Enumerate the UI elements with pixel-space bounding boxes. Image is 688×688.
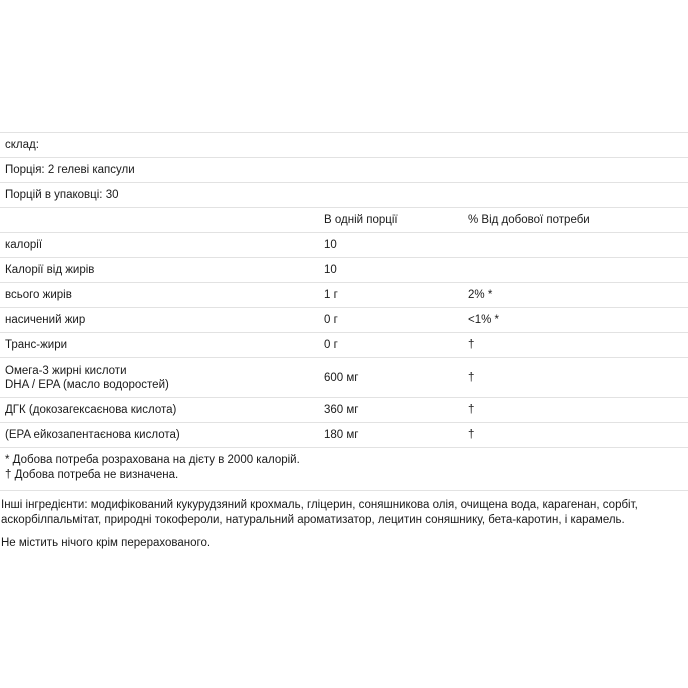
table-row (0, 333, 688, 358)
contains-nothing-else-note: Не містить нічого крім перерахованого. (1, 537, 211, 549)
nutrient-name: насичений жир (5, 314, 86, 326)
nutrient-name: Транс-жири (5, 339, 68, 351)
nutrient-amount: 10 (324, 264, 337, 276)
footnote-daily-value: * Добова потреба розрахована на дієту в 2000 калорій. (5, 454, 300, 466)
nutrient-amount: 0 г (324, 339, 338, 351)
table-row (0, 398, 688, 423)
table-row (0, 283, 688, 308)
nutrient-daily-value: † (468, 429, 475, 441)
table-row (0, 423, 688, 448)
table-row (0, 358, 688, 398)
composition-label: склад: (5, 139, 39, 151)
nutrient-daily-value: † (468, 404, 475, 416)
serving-size: Порція: 2 гелеві капсули (5, 164, 135, 176)
nutrient-name: калорії (5, 239, 43, 251)
header-per-serving: В одній порції (324, 214, 398, 226)
nutrient-name: ДГК (докозагексаєнова кислота) (5, 404, 177, 416)
serving-size-row (0, 158, 688, 183)
nutrient-name-sub: DHA / EPA (масло водоростей) (5, 378, 169, 391)
servings-per-container-row (0, 183, 688, 208)
nutrient-amount: 360 мг (324, 404, 359, 416)
header-daily-value: % Від добової потреби (468, 214, 590, 226)
servings-per-container: Порцій в упаковці: 30 (5, 189, 119, 201)
nutrient-amount: 180 мг (324, 429, 359, 441)
table-header-row (0, 208, 688, 233)
nutrient-name: Калорії від жирів (5, 264, 95, 276)
nutrient-amount: 600 мг (324, 371, 359, 384)
nutrient-amount: 10 (324, 239, 337, 251)
nutrient-daily-value: 2% * (468, 289, 493, 301)
footnotes (0, 448, 688, 491)
ingredients-line-2: аскорбілпальмітат, природні токофероли, натуральний ароматизатор, лецитин соняшнику, бета-каротин, і карамель. (1, 514, 625, 526)
nutrient-daily-value: † (468, 371, 475, 384)
nutrient-name: Омега-3 жирні кислоти (5, 364, 127, 377)
nutrient-name: всього жирів (5, 289, 72, 301)
nutrient-amount: 0 г (324, 314, 338, 326)
nutrient-name: (EPA ейкозапентаєнова кислота) (5, 429, 180, 441)
nutrient-amount: 1 г (324, 289, 338, 301)
footnote-not-established: † Добова потреба не визначена. (5, 469, 179, 481)
composition-row (0, 133, 688, 158)
table-row (0, 258, 688, 283)
ingredients-line-1: Інші інгредієнти: модифікований кукурудзяний крохмаль, гліцерин, соняшникова олія, очищена вода, карагенан, сорбіт, (1, 499, 638, 511)
nutrition-facts-table (0, 132, 688, 491)
other-ingredients (0, 498, 688, 528)
table-row (0, 308, 688, 333)
table-row (0, 233, 688, 258)
nutrient-name-multiline (0, 364, 318, 392)
nutrient-daily-value: <1% * (468, 314, 500, 326)
nutrient-daily-value: † (468, 339, 475, 351)
